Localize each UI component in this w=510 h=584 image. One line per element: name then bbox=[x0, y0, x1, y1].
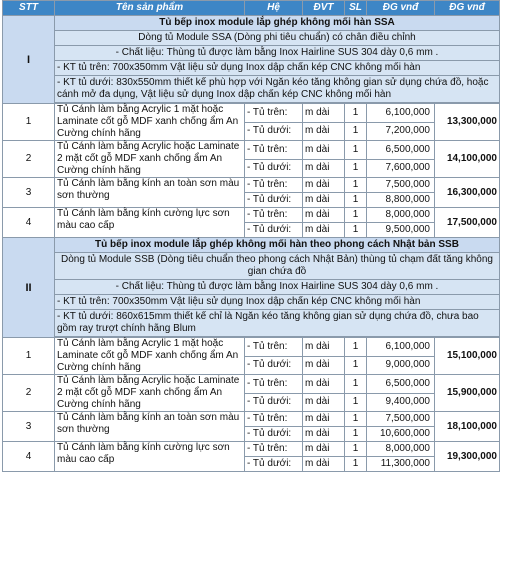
item-name: Tủ Cánh làm bằng kính cường lực sơn màu cao cấp bbox=[55, 442, 245, 472]
item-total: 14,100,000 bbox=[435, 141, 500, 178]
table-row bbox=[3, 412, 500, 427]
item-total: 15,900,000 bbox=[435, 375, 500, 412]
item-top-price: 6,100,000 bbox=[367, 338, 435, 357]
col-header-name: Tên sản phẩm bbox=[55, 1, 245, 16]
item-top-label: - Tủ trên: bbox=[245, 338, 303, 357]
item-top-unit: m dài bbox=[303, 104, 345, 123]
item-bottom-label: - Tủ dưới: bbox=[245, 159, 303, 178]
item-top-price: 6,500,000 bbox=[367, 375, 435, 394]
item-name: Tủ Cánh làm bằng kính an toàn sơn màu sơn thường bbox=[55, 178, 245, 208]
item-stt: 2 bbox=[3, 141, 55, 178]
section-1-items bbox=[3, 104, 500, 238]
item-total: 13,300,000 bbox=[435, 104, 500, 141]
item-bottom-price: 7,200,000 bbox=[367, 122, 435, 141]
col-header-dg-unit: ĐG vnđ bbox=[367, 1, 435, 16]
item-name: Tủ Cánh làm bằng Acrylic hoặc Laminate 2 mặt cốt gỗ MDF xanh chống ẩm An Cường chính hãng bbox=[55, 141, 245, 178]
item-bottom-qty: 1 bbox=[345, 122, 367, 141]
item-stt: 3 bbox=[3, 178, 55, 208]
item-bottom-unit: m dài bbox=[303, 122, 345, 141]
item-stt: 4 bbox=[3, 442, 55, 472]
item-top-label: - Tủ trên: bbox=[245, 412, 303, 427]
item-top-qty: 1 bbox=[345, 208, 367, 223]
table-row bbox=[3, 141, 500, 160]
item-top-price: 7,500,000 bbox=[367, 178, 435, 193]
item-bottom-label: - Tủ dưới: bbox=[245, 193, 303, 208]
item-bottom-price: 9,400,000 bbox=[367, 393, 435, 412]
item-top-label: - Tủ trên: bbox=[245, 442, 303, 457]
item-top-unit: m dài bbox=[303, 338, 345, 357]
item-bottom-qty: 1 bbox=[345, 393, 367, 412]
section-title: Tủ bếp inox module lắp ghép không mối hàn SSA bbox=[55, 16, 500, 31]
item-bottom-qty: 1 bbox=[345, 193, 367, 208]
item-bottom-label: - Tủ dưới: bbox=[245, 356, 303, 375]
table-header-row bbox=[3, 1, 500, 16]
item-total: 18,100,000 bbox=[435, 412, 500, 442]
col-header-sl: SL bbox=[345, 1, 367, 16]
section-top-size: - KT tủ trên: 700x350mm Vật liệu sử dụng Inox dập chấn kép CNC không mối hàn bbox=[55, 61, 500, 76]
section-bottom-size: - KT tủ dưới: 860x615mm thiết kế chỉ là Ngăn kéo tăng không gian sử dụng chứa đồ, chưa bao gồm ray trượt chính hãng Blum bbox=[55, 310, 500, 337]
item-top-price: 6,500,000 bbox=[367, 141, 435, 160]
item-bottom-qty: 1 bbox=[345, 159, 367, 178]
item-bottom-unit: m dài bbox=[303, 159, 345, 178]
table-row bbox=[3, 442, 500, 457]
item-top-price: 8,000,000 bbox=[367, 208, 435, 223]
item-top-label: - Tủ trên: bbox=[245, 104, 303, 123]
item-top-label: - Tủ trên: bbox=[245, 178, 303, 193]
item-bottom-label: - Tủ dưới: bbox=[245, 457, 303, 472]
section-2 bbox=[3, 238, 500, 338]
item-top-unit: m dài bbox=[303, 442, 345, 457]
table-row bbox=[3, 208, 500, 223]
item-top-unit: m dài bbox=[303, 208, 345, 223]
item-name: Tủ Cánh làm bằng Acrylic 1 mặt hoặc Laminate cốt gỗ MDF xanh chống ẩm An Cường chính hãng bbox=[55, 104, 245, 141]
section-material: - Chất liệu: Thùng tủ được làm bằng Inox Hairline SUS 304 dày 0,6 mm . bbox=[55, 46, 500, 61]
item-top-qty: 1 bbox=[345, 375, 367, 394]
item-bottom-price: 9,500,000 bbox=[367, 223, 435, 238]
item-bottom-unit: m dài bbox=[303, 193, 345, 208]
section-1 bbox=[3, 16, 500, 104]
item-top-price: 8,000,000 bbox=[367, 442, 435, 457]
item-bottom-unit: m dài bbox=[303, 393, 345, 412]
item-bottom-qty: 1 bbox=[345, 457, 367, 472]
item-total: 16,300,000 bbox=[435, 178, 500, 208]
item-top-qty: 1 bbox=[345, 178, 367, 193]
item-bottom-qty: 1 bbox=[345, 223, 367, 238]
item-stt: 1 bbox=[3, 338, 55, 375]
col-header-stt: STT bbox=[3, 1, 55, 16]
item-bottom-unit: m dài bbox=[303, 356, 345, 375]
section-title: Tủ bếp inox module lắp ghép không mối hàn theo phong cách Nhật bản SSB bbox=[55, 238, 500, 253]
item-stt: 3 bbox=[3, 412, 55, 442]
item-bottom-qty: 1 bbox=[345, 356, 367, 375]
item-name: Tủ Cánh làm bằng kính cường lực sơn màu cao cấp bbox=[55, 208, 245, 238]
section-material: - Chất liệu: Thùng tủ được làm bằng Inox Hairline SUS 304 dày 0,6 mm . bbox=[55, 280, 500, 295]
item-top-label: - Tủ trên: bbox=[245, 141, 303, 160]
section-top-size: - KT tủ trên: 700x350mm Vật liệu sử dụng Inox dập chấn kép CNC không mối hàn bbox=[55, 295, 500, 310]
col-header-dg-total: ĐG vnđ bbox=[435, 1, 500, 16]
item-total: 15,100,000 bbox=[435, 338, 500, 375]
item-bottom-unit: m dài bbox=[303, 223, 345, 238]
item-top-price: 6,100,000 bbox=[367, 104, 435, 123]
item-top-price: 7,500,000 bbox=[367, 412, 435, 427]
item-bottom-price: 9,000,000 bbox=[367, 356, 435, 375]
item-stt: 4 bbox=[3, 208, 55, 238]
item-top-qty: 1 bbox=[345, 141, 367, 160]
section-2-items bbox=[3, 338, 500, 472]
item-top-unit: m dài bbox=[303, 412, 345, 427]
item-total: 17,500,000 bbox=[435, 208, 500, 238]
item-name: Tủ Cánh làm bằng kính an toàn sơn màu sơn thường bbox=[55, 412, 245, 442]
item-bottom-unit: m dài bbox=[303, 457, 345, 472]
item-bottom-unit: m dài bbox=[303, 427, 345, 442]
item-name: Tủ Cánh làm bằng Acrylic 1 mặt hoặc Laminate cốt gỗ MDF xanh chống ẩm An Cường chính hãng bbox=[55, 338, 245, 375]
item-bottom-label: - Tủ dưới: bbox=[245, 223, 303, 238]
table-row bbox=[3, 375, 500, 394]
item-top-label: - Tủ trên: bbox=[245, 375, 303, 394]
item-top-qty: 1 bbox=[345, 442, 367, 457]
item-name: Tủ Cánh làm bằng Acrylic hoặc Laminate 2 mặt cốt gỗ MDF xanh chống ẩm An Cường chính hãng bbox=[55, 375, 245, 412]
section-roman: I bbox=[3, 16, 55, 104]
table-row bbox=[3, 338, 500, 357]
section-bottom-size: - KT tủ dưới: 830x550mm thiết kế phù hợp với Ngăn kéo tăng không gian sử dụng chứa đồ, hoặc cánh mở đa dụng, Vật liệu sử dụng Inox dập chấn kép CNC không mối hàn bbox=[55, 76, 500, 103]
item-bottom-label: - Tủ dưới: bbox=[245, 427, 303, 442]
table-row bbox=[3, 178, 500, 193]
section-description: Dòng tủ Module SSA (Dòng phi tiêu chuẩn) có chân điều chỉnh bbox=[55, 31, 500, 46]
item-bottom-label: - Tủ dưới: bbox=[245, 393, 303, 412]
item-bottom-price: 8,800,000 bbox=[367, 193, 435, 208]
section-description: Dòng tủ Module SSB (Dòng tiêu chuẩn theo phong cách Nhật Bản) thùng tủ chạm đất tăng không gian chứa đồ bbox=[55, 253, 500, 280]
item-top-label: - Tủ trên: bbox=[245, 208, 303, 223]
item-bottom-price: 10,600,000 bbox=[367, 427, 435, 442]
item-bottom-price: 7,600,000 bbox=[367, 159, 435, 178]
item-top-qty: 1 bbox=[345, 412, 367, 427]
item-top-unit: m dài bbox=[303, 141, 345, 160]
item-top-qty: 1 bbox=[345, 104, 367, 123]
item-top-unit: m dài bbox=[303, 375, 345, 394]
item-top-qty: 1 bbox=[345, 338, 367, 357]
item-top-unit: m dài bbox=[303, 178, 345, 193]
item-bottom-price: 11,300,000 bbox=[367, 457, 435, 472]
col-header-he: Hệ bbox=[245, 1, 303, 16]
item-bottom-qty: 1 bbox=[345, 427, 367, 442]
item-total: 19,300,000 bbox=[435, 442, 500, 472]
item-stt: 1 bbox=[3, 104, 55, 141]
item-stt: 2 bbox=[3, 375, 55, 412]
section-roman: II bbox=[3, 238, 55, 338]
item-bottom-label: - Tủ dưới: bbox=[245, 122, 303, 141]
col-header-dvt: ĐVT bbox=[303, 1, 345, 16]
table-row bbox=[3, 104, 500, 123]
price-table bbox=[2, 0, 500, 472]
